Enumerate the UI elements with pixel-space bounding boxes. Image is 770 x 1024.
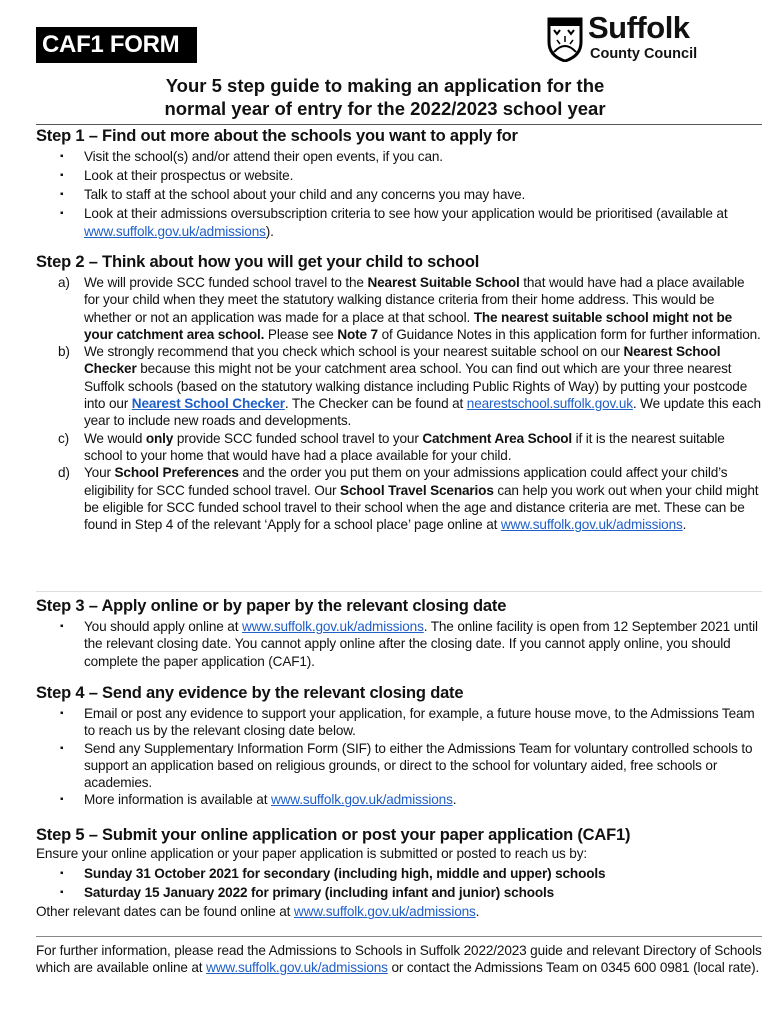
text: Talk to staff at the school about your child and any concerns you may have.: [84, 187, 526, 203]
bullet-icon: ▪: [60, 208, 64, 220]
bullet-list: [36, 618, 762, 670]
link[interactable]: nearestschool.suffolk.gov.uk: [466, 396, 633, 412]
bold-text: School Preferences: [114, 465, 239, 481]
step-2: [36, 252, 762, 533]
form-label: CAF1 FORM: [36, 27, 197, 63]
divider: [36, 591, 762, 592]
bullet-icon: ▪: [60, 868, 64, 880]
link[interactable]: www.suffolk.gov.uk/admissions: [84, 223, 266, 239]
list-item: [36, 740, 762, 792]
step-1: [36, 126, 762, 242]
list-marker: c): [58, 430, 70, 446]
text: ).: [265, 223, 274, 239]
text: Look at their prospectus or website.: [84, 168, 294, 184]
text: Your: [84, 465, 115, 481]
text: Look at their admissions oversubscription criteria to see how your application would be prioritised (available at: [84, 206, 728, 222]
list-marker: a): [58, 275, 70, 290]
list-item: [36, 148, 762, 165]
deadline-list: [36, 865, 762, 901]
page-title: [0, 74, 770, 120]
text: . We update this each year to include new roads and developments.: [84, 396, 761, 429]
bullet-icon: ▪: [60, 887, 64, 899]
logo-name: Suffolk: [588, 10, 690, 45]
text: Other relevant dates can be found online at: [36, 904, 294, 920]
bullet-icon: ▪: [60, 189, 64, 201]
link[interactable]: www.suffolk.gov.uk/admissions: [293, 904, 476, 920]
step-heading: Step 4 – Send any evidence by the relevant closing date: [36, 684, 464, 702]
link[interactable]: www.suffolk.gov.uk/admissions: [270, 792, 453, 808]
suffolk-county-council-logo: [546, 12, 736, 68]
list-item: [36, 167, 762, 184]
list-item: [36, 791, 762, 808]
bullet-icon: ▪: [60, 151, 64, 162]
bullet-icon: ▪: [60, 621, 64, 632]
bold-text: only: [145, 430, 174, 446]
bullet-icon: ▪: [60, 708, 64, 719]
list-marker: b): [58, 344, 70, 360]
list-item: [36, 884, 762, 901]
bullet-icon: ▪: [60, 742, 64, 754]
text: or contact the Admissions Team on 0345 600 0981 (local rate).: [387, 960, 760, 976]
crest-icon: [546, 16, 584, 62]
bullet-icon: ▪: [60, 170, 64, 182]
text: For further information, please read the Admissions to Schools in Suffolk 2022/2023 guide and relevant Directory of Schools which are available online at: [36, 943, 762, 976]
step-4: [36, 683, 762, 809]
divider: [36, 124, 762, 125]
text: More information is available at: [84, 792, 271, 808]
step-heading: Step 3 – Apply online or by paper by the relevant closing date: [36, 597, 507, 615]
title-line: Your 5 step guide to making an application for the: [165, 75, 605, 96]
text: of Guidance Notes in this application form for further information.: [377, 326, 761, 342]
text: We would: [84, 430, 146, 446]
text: .: [475, 904, 480, 920]
text: Send any Supplementary Information Form (SIF) to either the Admissions Team for voluntary controlled schools to support an application based on religious grounds, or direct to the school for voluntary aided, free schools or academies.: [84, 740, 753, 791]
bold-text: Note 7: [337, 326, 378, 342]
step-5: [36, 825, 762, 921]
link[interactable]: www.suffolk.gov.uk/admissions: [500, 517, 683, 533]
text: . The Checker can be found at: [284, 396, 467, 412]
step-heading: Step 2 – Think about how you will get your child to school: [36, 253, 480, 271]
bold-text: Sunday 31 October 2021 for secondary (including high, middle and upper) schools: [84, 866, 606, 882]
bold-text: Catchment Area School: [422, 430, 573, 446]
step-heading: Step 5 – Submit your online application or post your paper application (CAF1): [36, 826, 631, 844]
text: that would have had a place available for your child when they meet the statutory walking distance criteria from their home address. This would be whether or not an application was made for a place at that school.: [84, 275, 745, 325]
text: can help you work out when your child might be eligible for SCC funded school travel to their school when the age and distance criteria are met. These can be found in Step 4 of the relevant ‘Apply for a school place’ page online at: [84, 482, 759, 533]
text: We will provide SCC funded school travel to the: [84, 275, 368, 290]
list-item: [36, 618, 762, 670]
list-item: [36, 705, 762, 740]
bold-text: Saturday 15 January 2022 for primary (including infant and junior) schools: [84, 885, 555, 901]
list-item: [36, 865, 762, 882]
list-item: [36, 430, 762, 465]
text: provide SCC funded school travel to your: [173, 430, 423, 446]
lettered-list: [36, 274, 762, 533]
list-item: [36, 186, 762, 203]
step-3: [36, 596, 762, 670]
list-item: [36, 343, 762, 429]
text: Email or post any evidence to support your application, for example, a future house move, to the Admissions Team to reach us by the relevant closing date below.: [84, 706, 755, 739]
step5-outro: [36, 903, 762, 920]
text: if it is the nearest suitable school to your home that would have had a place available for your child.: [84, 430, 725, 463]
text: Please see: [264, 326, 338, 342]
bullet-list: [36, 148, 762, 240]
link[interactable]: www.suffolk.gov.uk/admissions: [241, 619, 424, 634]
link[interactable]: Nearest School Checker: [131, 396, 285, 412]
bold-text: The nearest suitable school might not be your catchment area school.: [84, 309, 733, 342]
logo-subtitle: County Council: [590, 46, 698, 62]
bold-text: School Travel Scenarios: [340, 482, 494, 498]
bullet-icon: ▪: [60, 794, 64, 806]
link[interactable]: www.suffolk.gov.uk/admissions: [206, 960, 388, 976]
text: because this might not be your catchment area school. You can find out which are your three nearest Suffolk schools (based on the statutory walking distance including Public Rights of Way) by putting your postcode into our: [84, 361, 748, 412]
text: Ensure your online application or your paper application is submitted or posted to reach us by:: [36, 846, 587, 861]
list-item: [36, 205, 762, 240]
text: We strongly recommend that you check which school is your nearest suitable school on our: [84, 344, 624, 360]
text: and the order you put them on your admissions application could affect your child’s eligibility for SCC funded school travel. Our: [84, 465, 728, 498]
text: . The online facility is open from 12 September 2021 until the relevant closing date. You cannot apply online after the closing date. If you cannot apply online, you should complete the paper application (CAF1).: [84, 619, 758, 669]
list-item: [36, 464, 762, 533]
step-heading: Step 1 – Find out more about the schools you want to apply for: [36, 127, 518, 145]
text: You should apply online at: [84, 619, 242, 634]
text: .: [682, 517, 687, 533]
bold-text: Nearest Suitable School: [367, 275, 520, 290]
text: Visit the school(s) and/or attend their open events, if you can.: [84, 149, 443, 164]
footer-text: [36, 942, 762, 977]
list-item: [36, 274, 762, 343]
bold-text: Nearest School Checker: [84, 344, 721, 377]
text: .: [452, 792, 457, 808]
divider: [36, 936, 762, 937]
bullet-list: [36, 705, 762, 809]
list-marker: d): [58, 465, 70, 481]
title-line: normal year of entry for the 2022/2023 school year: [164, 98, 606, 119]
step5-intro: [36, 845, 762, 862]
